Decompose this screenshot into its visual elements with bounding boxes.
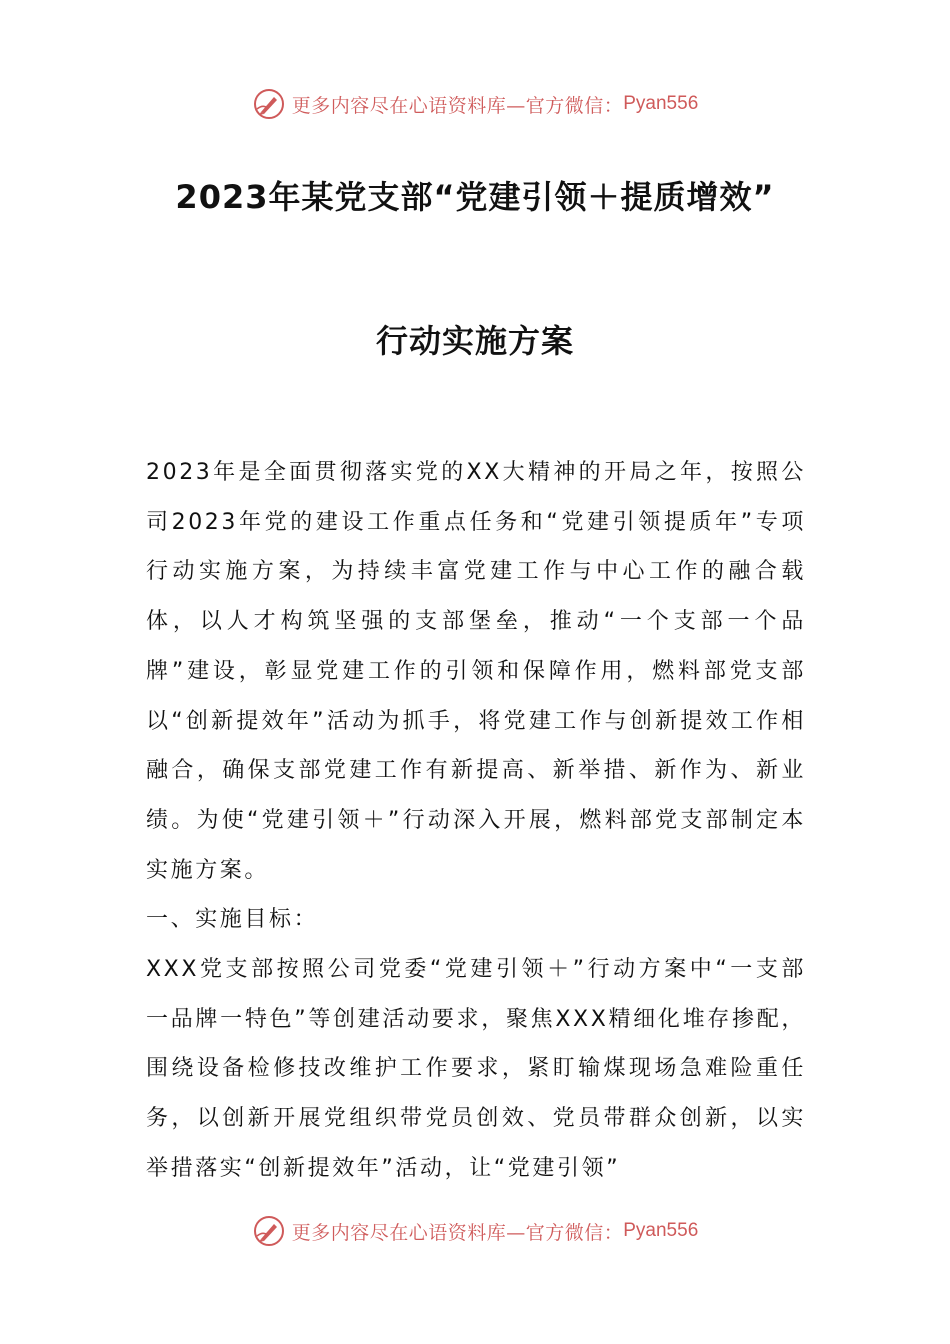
document-title-line-2: 行动实施方案	[375, 322, 574, 360]
pen-circle-logo-icon	[252, 1214, 286, 1248]
watermark-account: Pyan556	[623, 93, 699, 114]
document-body	[146, 448, 806, 1194]
footer-watermark	[0, 1211, 950, 1251]
document-title-line-1: 2023年某党支部“党建引领＋提质增效”	[175, 178, 775, 216]
watermark-text: 更多内容尽在心语资料库—官方微信：	[291, 1221, 624, 1244]
header-watermark	[0, 84, 950, 124]
watermark-account: Pyan556	[623, 1220, 699, 1241]
body-paragraph: 2023年是全面贯彻落实党的XX大精神的开局之年，按照公司2023年党的建设工作重点任务和“党建引领提质年”专项行动实施方案，为持续丰富党建工作与中心工作的融合载体，以人才构筑坚强的支部堡垒，推动“一个支部一个品牌”建设，彰显党建工作的引领和保障作用，燃料部党支部以“创新提效年”活动为抓手，将党建工作与创新提效工作相融合，确保支部党建工作有新提高、新举措、新作为、新业绩。为使“党建引领＋”行动深入开展，燃料部党支部制定本实施方案。	[146, 460, 806, 883]
body-paragraph: XXX党支部按照公司党委“党建引领＋”行动方案中“一支部一品牌一特色”等创建活动要求，聚焦XXX精细化堆存掺配，围绕设备检修技改维护工作要求，紧盯输煤现场急难险重任务，以创新开展党组织带党员创效、党员带群众创新，以实举措落实“创新提效年”活动，让“党建引领”	[146, 957, 806, 1181]
watermark-text: 更多内容尽在心语资料库—官方微信：	[291, 94, 624, 117]
section-heading: 一、实施目标：	[146, 907, 319, 933]
pen-circle-logo-icon	[252, 87, 286, 121]
